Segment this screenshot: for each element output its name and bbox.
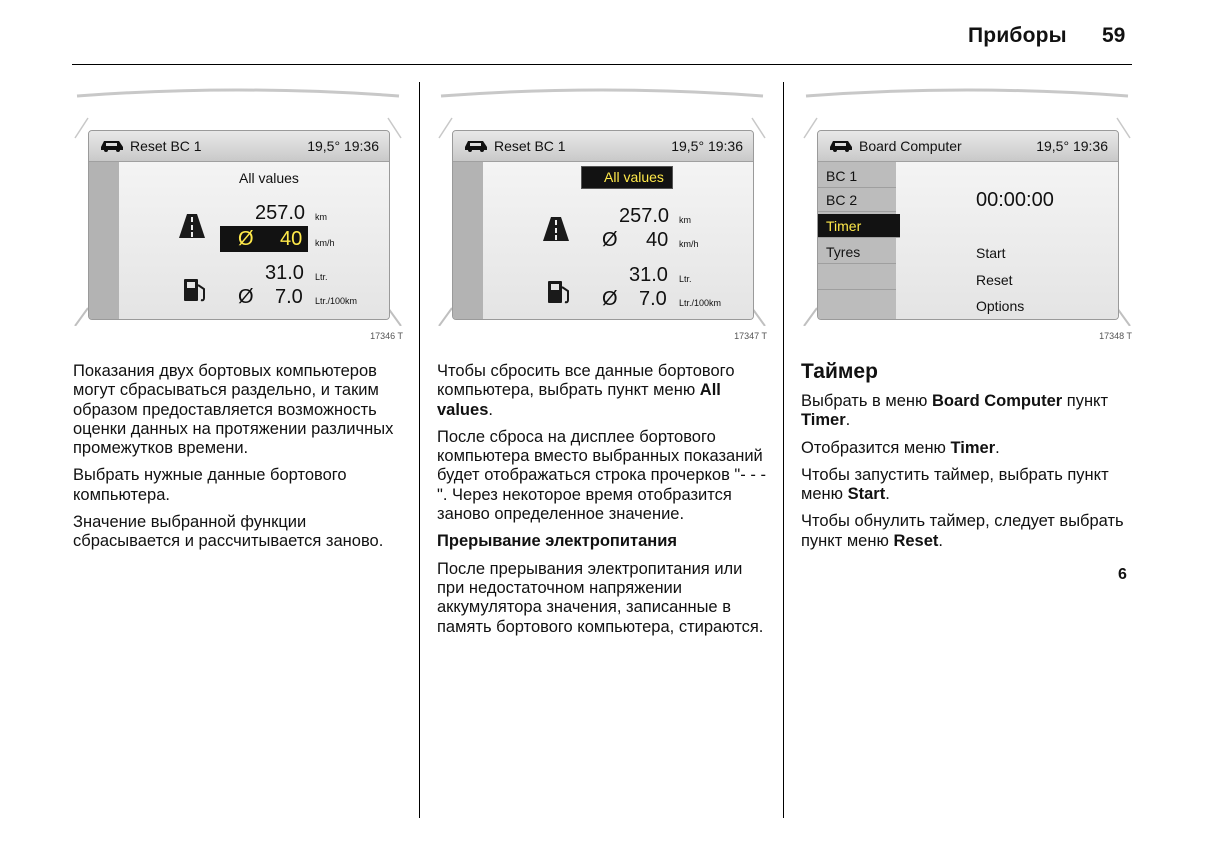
display-figure-3 <box>802 86 1132 341</box>
page-number: 59 <box>1102 24 1126 47</box>
display-header <box>89 131 389 162</box>
avg-symbol: Ø <box>238 228 254 250</box>
text-column-3 <box>801 360 1133 559</box>
figure-id: 17347 T <box>734 331 767 341</box>
option-start[interactable]: Start <box>976 245 1006 261</box>
temp-time: 19,5° 19:36 <box>307 138 379 154</box>
avg-symbol-consumption: Ø <box>238 286 254 308</box>
bc-display <box>452 130 754 320</box>
display-title: Reset BC 1 <box>130 138 202 154</box>
text-column-2 <box>437 362 767 645</box>
consumption-unit: Ltr./100km <box>679 298 722 308</box>
menu-item-empty <box>818 292 896 316</box>
paragraph: Выбрать нужные данные бортового компьютера. <box>73 466 347 504</box>
display-figure-1 <box>73 86 403 341</box>
consumption-value: 7.0 <box>275 286 303 308</box>
distance-unit: km <box>315 212 327 222</box>
distance-value: 257.0 <box>619 205 670 227</box>
text-column-1 <box>73 362 403 560</box>
avg-symbol: Ø <box>602 229 618 251</box>
display-header <box>453 131 753 162</box>
bc-display <box>817 130 1119 320</box>
timer-value: 00:00:00 <box>976 189 1054 211</box>
car-icon <box>99 138 125 152</box>
display-body <box>119 162 389 319</box>
menu-item-tyres[interactable]: Tyres <box>818 240 896 264</box>
distance-unit: km <box>679 215 691 225</box>
section-heading: Таймер <box>801 360 878 383</box>
menu-item-empty <box>818 266 896 290</box>
display-body <box>483 162 753 319</box>
consumption-unit: Ltr./100km <box>315 296 358 306</box>
fuel-unit: Ltr. <box>679 274 692 284</box>
speed-unit: km/h <box>315 238 335 248</box>
display-title: Reset BC 1 <box>494 138 566 154</box>
speed-unit: km/h <box>679 239 699 249</box>
fuel-pump-icon <box>547 279 573 305</box>
road-icon <box>543 217 569 241</box>
fuel-pump-icon <box>183 277 209 303</box>
paragraph: Чтобы сбросить все данные бортового компьютера, выбрать пункт меню All values. <box>437 362 735 419</box>
fuel-value: 31.0 <box>629 264 668 286</box>
speed-value: 40 <box>280 228 303 250</box>
menu-item-bc2[interactable]: BC 2 <box>818 188 896 212</box>
paragraph: Чтобы запустить таймер, выбрать пункт меню Start. <box>801 465 1109 504</box>
bc-display <box>88 130 390 320</box>
option-reset[interactable]: Reset <box>976 272 1013 288</box>
speed-highlight[interactable] <box>220 226 308 252</box>
fuel-value: 31.0 <box>265 262 304 284</box>
column-divider-1 <box>419 82 420 818</box>
display-side-bar <box>453 162 483 319</box>
avg-symbol-consumption: Ø <box>602 288 618 310</box>
display-title: Board Computer <box>859 138 962 154</box>
paragraph: Значение выбранной функции сбрасывается и рассчитывается заново. <box>73 513 384 551</box>
distance-value: 257.0 <box>255 202 306 224</box>
paragraph: Чтобы обнулить таймер, следует выбрать пункт меню Reset. <box>801 512 1124 550</box>
figure-id: 17348 T <box>1099 331 1132 341</box>
display-figure-2 <box>437 86 767 341</box>
column-divider-2 <box>783 82 784 818</box>
paragraph: Отобразится меню Timer. <box>801 438 1000 457</box>
page-title: Приборы <box>968 24 1067 47</box>
temp-time: 19,5° 19:36 <box>1036 138 1108 154</box>
car-icon <box>828 138 854 152</box>
car-icon <box>463 138 489 152</box>
paragraph: После сброса на дисплее бортового компьютера вместо выбранных показаний будет отображаться строка прочерков "- - -". Через некоторое время отобразится заново определенное значение. <box>437 427 766 524</box>
subheading: Прерывание электропитания <box>437 532 677 551</box>
menu-item-all-values[interactable]: All values <box>239 170 299 186</box>
display-side-bar <box>89 162 119 319</box>
fuel-unit: Ltr. <box>315 272 328 282</box>
paragraph: Выбрать в меню Board Computer пункт Timer. <box>801 392 1109 430</box>
menu-item-timer-selected[interactable]: Timer <box>818 214 900 238</box>
display-header <box>818 131 1118 162</box>
bc-menu <box>818 162 896 319</box>
header-rule <box>72 64 1132 65</box>
consumption-value: 7.0 <box>639 288 667 310</box>
menu-item-bc1[interactable]: BC 1 <box>818 164 896 188</box>
paragraph: Показания двух бортовых компьютеров могут сбрасываться раздельно, и таким образом предоставляется возможность оценки данных на протяжении различных промежутков времени. <box>73 362 394 458</box>
chapter-marker: 6 <box>1118 566 1127 583</box>
option-options[interactable]: Options <box>976 298 1025 314</box>
term-all-values: All values <box>437 381 721 419</box>
paragraph: После прерывания электропитания или при недостаточном напряжении аккумулятора значения, записанные в память бортового компьютера, стираются. <box>437 559 764 636</box>
menu-item-all-values-selected[interactable] <box>581 166 673 189</box>
figure-id: 17346 T <box>370 331 403 341</box>
temp-time: 19,5° 19:36 <box>671 138 743 154</box>
display-body <box>896 162 1118 319</box>
speed-value: 40 <box>646 229 669 251</box>
menu-label: All values <box>604 169 664 185</box>
road-icon <box>179 214 205 238</box>
